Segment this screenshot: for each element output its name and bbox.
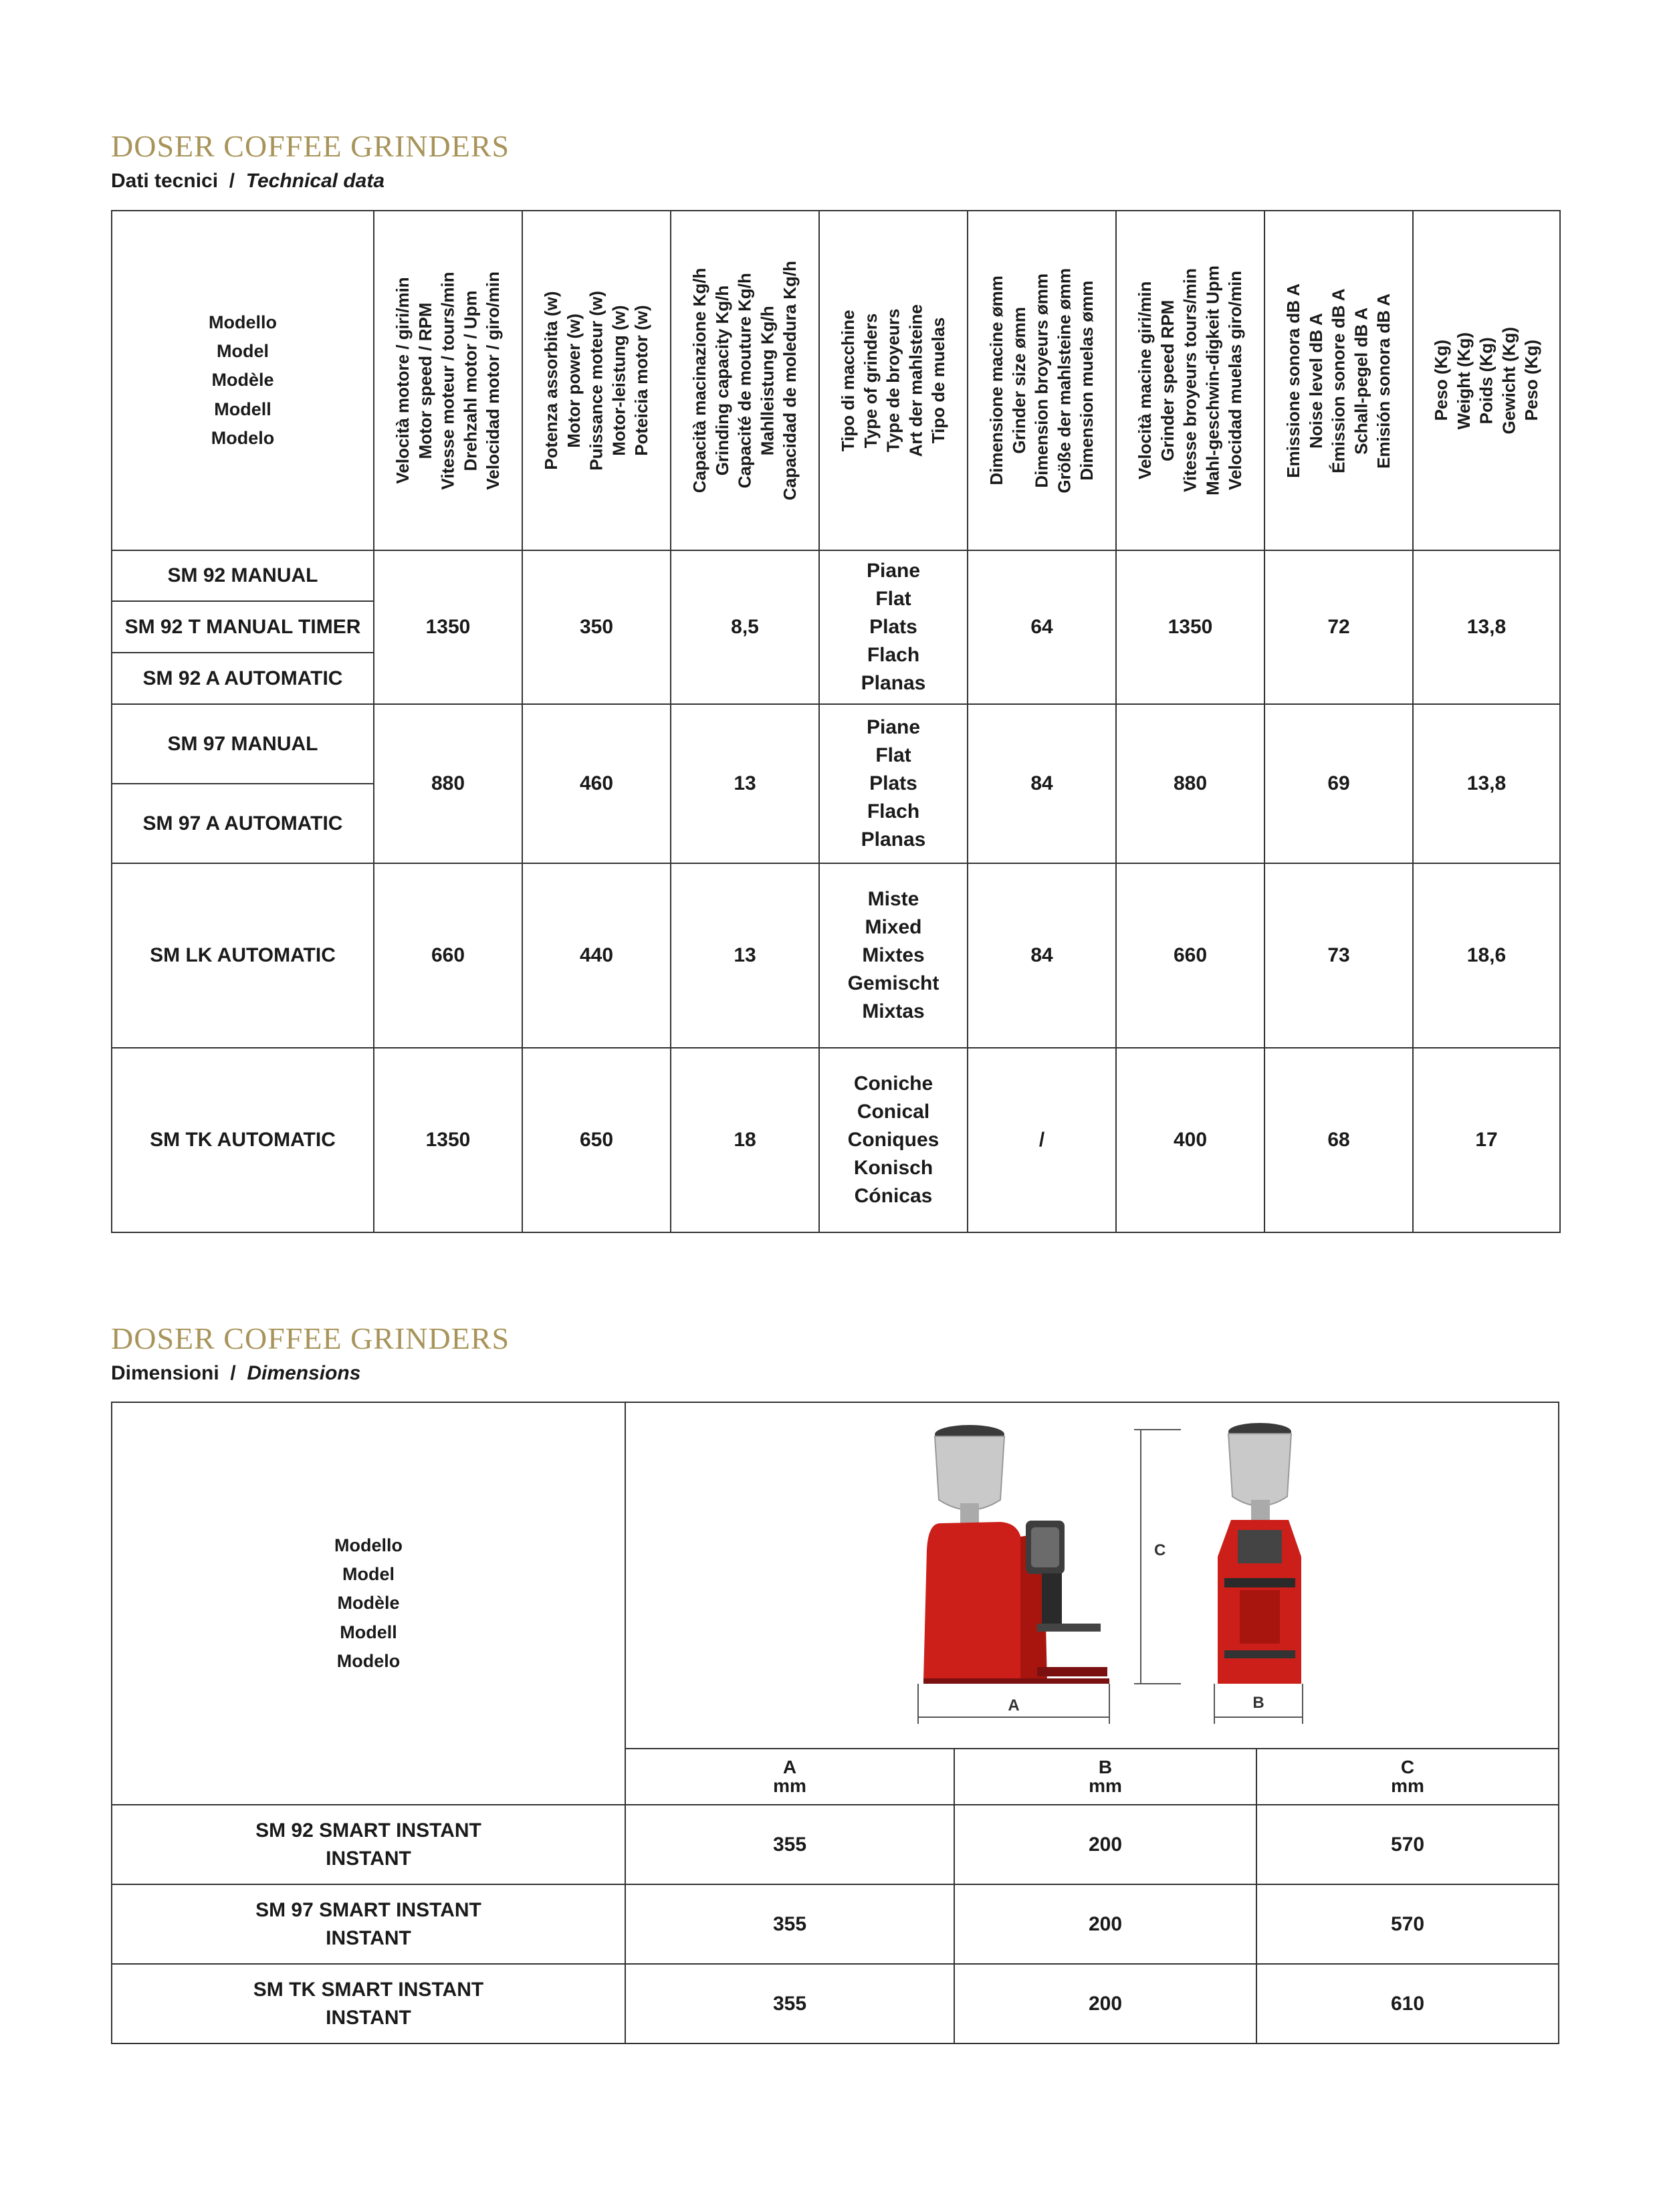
grinder-front-view	[1218, 1423, 1301, 1684]
dimensions-table	[111, 1402, 1559, 2044]
model-cell: SM 92 T MANUAL TIMER	[112, 601, 374, 653]
table-row	[112, 1048, 1560, 1232]
noise-level-cell: 69	[1264, 704, 1413, 863]
model-cell: SM LK AUTOMATIC	[112, 863, 374, 1048]
motor-power-cell: 440	[522, 863, 671, 1048]
dimension-c-cell: 610	[1256, 1964, 1559, 2043]
dimension-b-cell: 200	[954, 1805, 1256, 1884]
motor-power-cell: 650	[522, 1048, 671, 1232]
model-cell: SM TK SMART INSTANT INSTANT	[112, 1964, 625, 2043]
grinder-size-cell: 64	[968, 550, 1116, 704]
motor-speed-cell: 660	[374, 863, 522, 1048]
subtitle-separator: /	[229, 170, 235, 192]
grinder-side-view	[923, 1425, 1109, 1684]
motor-power-header	[522, 211, 671, 550]
grinding-capacity-cell: 13	[671, 704, 819, 863]
header-text: Capacità macinazione Kg/h Grinding capacity Kg/h Capacité de mouture Kg/h Mahlleistung Kg/h Capacidad de moledura Kg/h	[689, 260, 800, 501]
motor-speed-cell: 880	[374, 704, 522, 863]
weight-cell: 18,6	[1413, 863, 1560, 1048]
model-cell: SM 92 MANUAL	[112, 550, 374, 601]
motor-speed-cell: 1350	[374, 1048, 522, 1232]
header-text: Velocità motore / giri/min Motor speed / RPM Vitesse moteur / tours/min Drehzahl motor / Upm Velocidad motor / giro/min	[392, 271, 503, 490]
dimension-a-cell: 355	[625, 1805, 954, 1884]
model-cell: SM 97 MANUAL	[112, 704, 374, 784]
grinder-size-cell: 84	[968, 704, 1116, 863]
dimension-label-b: B	[1252, 1694, 1264, 1712]
motor-power-cell: 460	[522, 704, 671, 863]
header-text: Potenza assorbita (w) Motor power (w) Puissance moteur (w) Motor-leistung (w) Poteicia motor (w)	[540, 290, 651, 471]
section-subtitle-technical	[111, 170, 384, 193]
header-text: Velocità macine giri/min Grinder speed RPM Vitesse broyeurs tours/min Mahl-geschwin-digkeit Upm Velocidad muelas giro/min	[1134, 265, 1245, 495]
model-cell: SM 97 SMART INSTANT INSTANT	[112, 1884, 625, 1964]
weight-cell: 13,8	[1413, 550, 1560, 704]
section-subtitle-dimensions	[111, 1362, 360, 1385]
grinder-type-cell: Piane Flat Plats Flach Planas	[819, 550, 968, 704]
header-text: Dimensione macine ømm Grinder size ømm Dimension broyeurs ømm Größe der mahlsteine ømm Dimension muelas ømm	[986, 267, 1097, 493]
grinder-size-cell: 84	[968, 863, 1116, 1048]
subtitle-separator: /	[230, 1362, 236, 1384]
diagram-row	[112, 1402, 1559, 1749]
model-cell: SM TK AUTOMATIC	[112, 1048, 374, 1232]
grinding-capacity-cell: 13	[671, 863, 819, 1048]
table-row	[112, 704, 1560, 784]
dimension-c-cell: 570	[1256, 1805, 1559, 1884]
grinding-capacity-cell: 8,5	[671, 550, 819, 704]
model-cell: SM 92 A AUTOMATIC	[112, 653, 374, 704]
model-cell: SM 92 SMART INSTANT INSTANT	[112, 1805, 625, 1884]
dimension-b-header: B mm	[954, 1749, 1256, 1805]
technical-data-table	[111, 210, 1561, 1233]
dimension-b-cell: 200	[954, 1884, 1256, 1964]
grinder-speed-cell: 400	[1116, 1048, 1264, 1232]
grinder-diagram-cell	[625, 1402, 1559, 1749]
grinder-speed-cell: 1350	[1116, 550, 1264, 704]
subtitle-italian: Dimensioni	[111, 1362, 219, 1384]
dimension-b-cell: 200	[954, 1964, 1256, 2043]
subtitle-italian: Dati tecnici	[111, 170, 219, 192]
motor-power-cell: 350	[522, 550, 671, 704]
grinder-size-header	[968, 211, 1116, 550]
motor-speed-header	[374, 211, 522, 550]
grinder-type-cell: Coniche Conical Coniques Konisch Cónicas	[819, 1048, 968, 1232]
table-row	[112, 863, 1560, 1048]
model-column-header: Modello Model Modèle Modell Modelo	[112, 211, 374, 550]
grinder-speed-cell: 660	[1116, 863, 1264, 1048]
dimension-a-cell: 355	[625, 1964, 954, 2043]
noise-level-cell: 72	[1264, 550, 1413, 704]
grinder-speed-cell: 880	[1116, 704, 1264, 863]
section-title-dimensions: DOSER COFFEE GRINDERS	[111, 1321, 510, 1355]
table-row	[112, 1964, 1559, 2043]
header-text: Peso (Kg) Weight (Kg) Poids (Kg) Gewicht (Kg) Peso (Kg)	[1430, 326, 1541, 435]
grinding-capacity-header	[671, 211, 819, 550]
table-row	[112, 1884, 1559, 1964]
weight-cell: 17	[1413, 1048, 1560, 1232]
motor-speed-cell: 1350	[374, 550, 522, 704]
table-row	[112, 550, 1560, 601]
dimension-a-cell: 355	[625, 1884, 954, 1964]
dimension-c-header: C mm	[1256, 1749, 1559, 1805]
grinder-size-cell: /	[968, 1048, 1116, 1232]
header-row	[112, 211, 1560, 550]
weight-cell: 13,8	[1413, 704, 1560, 863]
subtitle-english: Technical data	[245, 170, 385, 192]
grinder-speed-header	[1116, 211, 1264, 550]
grinder-type-header	[819, 211, 968, 550]
model-cell: SM 97 A AUTOMATIC	[112, 784, 374, 863]
noise-level-header	[1264, 211, 1413, 550]
grinding-capacity-cell: 18	[671, 1048, 819, 1232]
dimensions-model-header: Modello Model Modèle Modell Modelo	[112, 1402, 625, 1805]
subtitle-english: Dimensions	[247, 1362, 361, 1384]
section-title-technical: DOSER COFFEE GRINDERS	[111, 129, 510, 163]
dimension-c-cell: 570	[1256, 1884, 1559, 1964]
dimension-a-header: A mm	[625, 1749, 954, 1805]
weight-header	[1413, 211, 1560, 550]
grinder-type-cell: Miste Mixed Mixtes Gemischt Mixtas	[819, 863, 968, 1048]
noise-level-cell: 73	[1264, 863, 1413, 1048]
grinder-dimension-diagram	[626, 1403, 1558, 1748]
noise-level-cell: 68	[1264, 1048, 1413, 1232]
header-text: Emissione sonora dB A Noise level dB A Émission sonore dB A Schall-pegel dB A Emisión sonora dB A	[1283, 283, 1394, 478]
dimension-label-c: C	[1154, 1541, 1166, 1559]
dimension-label-a: A	[1008, 1696, 1020, 1715]
header-text: Tipo di macchine Type of grinders Type de broyeurs Art der mahlsteine Tipo de muelas	[837, 304, 948, 457]
table-row	[112, 1805, 1559, 1884]
grinder-type-cell: Piane Flat Plats Flach Planas	[819, 704, 968, 863]
